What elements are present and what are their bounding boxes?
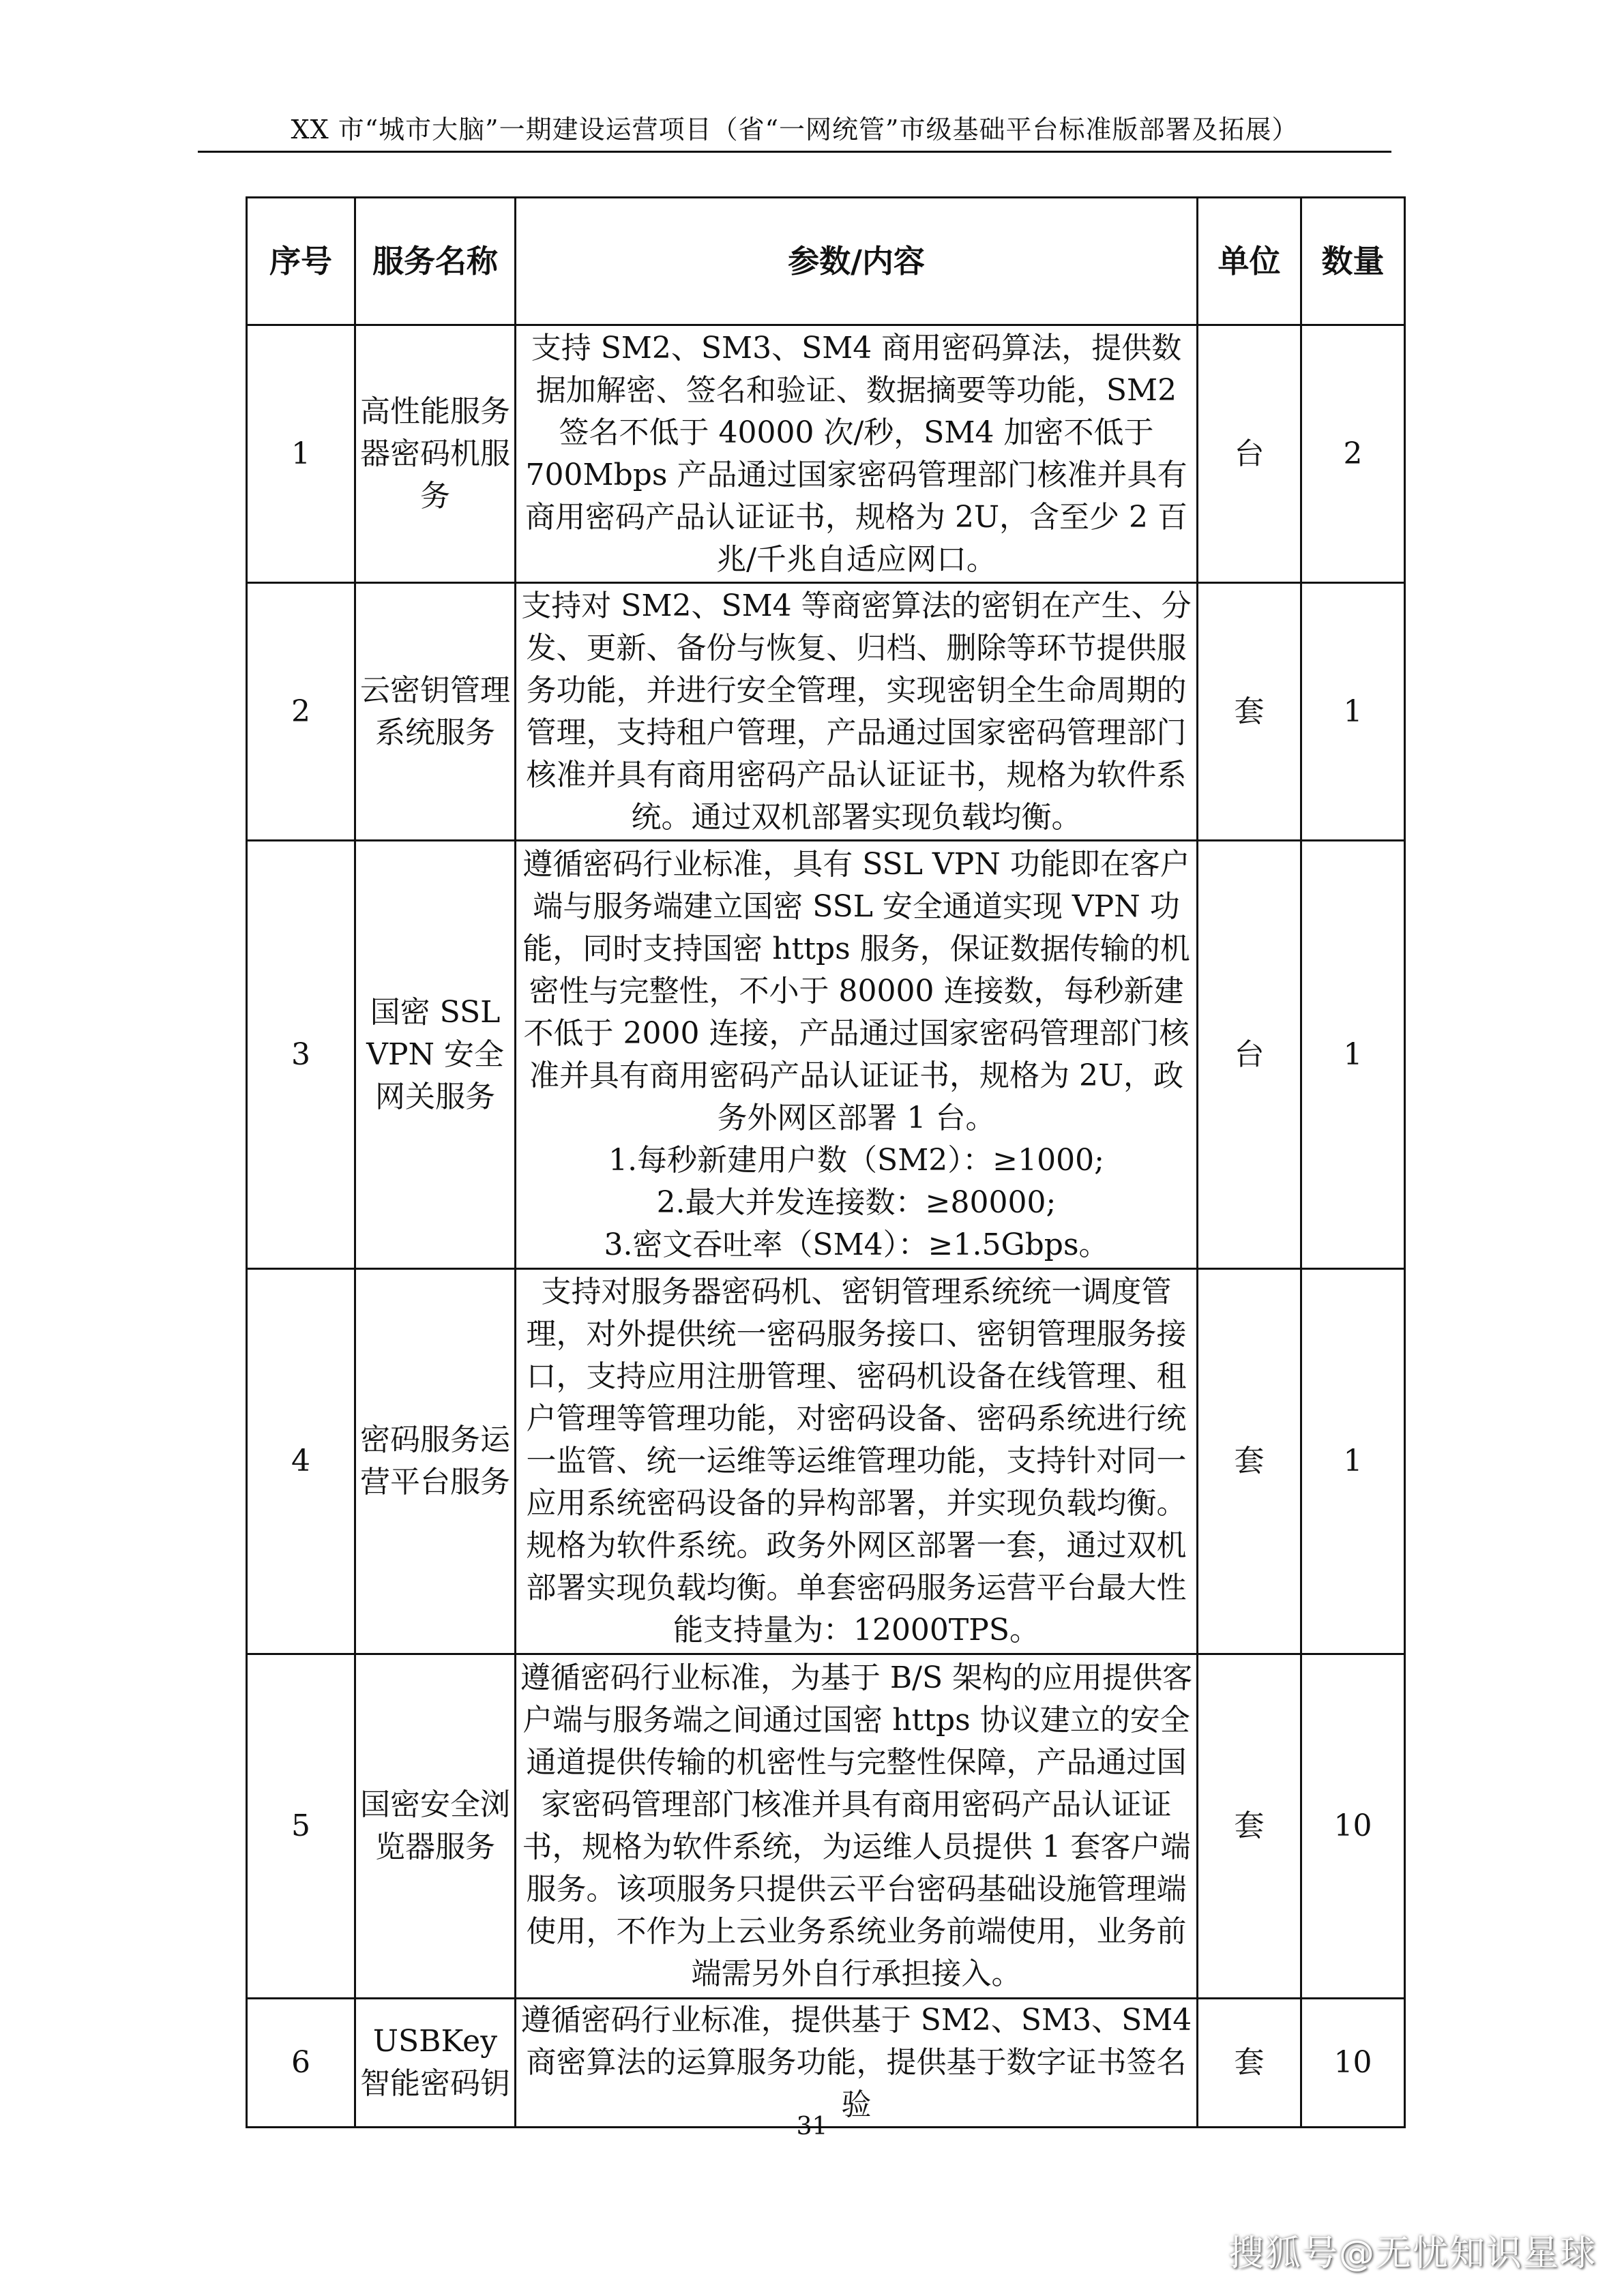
page-header: XX 市“城市大脑”一期建设运营项目（省“一网统管”市级基础平台标准版部署及拓展） (291, 115, 1299, 145)
table-row (247, 1654, 1405, 1999)
row-no: 1 (247, 325, 355, 583)
table-row (247, 841, 1405, 1269)
row-unit: 套 (1198, 1999, 1301, 2128)
row-no: 4 (247, 1269, 355, 1654)
row-content: 支持 SM2、SM3、SM4 商用密码算法，提供数据加解密、签名和验证、数据摘要等功能，SM2 签名不低于 40000 次/秒，SM4 加密不低于 700Mbps 产品通过国家密码管理部门核准并具有商用密码产品认证证书，规格为 2U，含至少 2 百兆/千兆自适应网口。 (516, 325, 1198, 583)
table-header-row (247, 198, 1405, 325)
row-unit: 套 (1198, 1654, 1301, 1999)
row-content-text: 遵循密码行业标准，具有 SSL VPN 功能即在客户端与服务端建立国密 SSL 安全通道实现 VPN 功能，同时支持国密 https 服务，保证数据传输的机密性与完整性，不小于 80000 连接数，每秒新建不低于 2000 连接，产品通过国家密码管理部门核准并具有商用密码产品认证证书，规格为 2U，政务外网区部署 1 台。 (522, 846, 1190, 1135)
row-no: 5 (247, 1654, 355, 1999)
header-rule (198, 151, 1391, 153)
row-service-name: 国密安全浏览器服务 (355, 1654, 516, 1999)
watermark: 搜狐号@无忧知识星球 (1228, 2233, 1597, 2274)
table-row (247, 1999, 1405, 2128)
row-service-name: USBKey 智能密码钥 (355, 1999, 516, 2128)
content-item: 2.最大并发连接数：≥80000; (656, 1184, 1057, 1220)
row-service-name: 国密 SSL VPN 安全网关服务 (355, 841, 516, 1269)
table-row (247, 583, 1405, 841)
table-row (247, 325, 1405, 583)
row-content: 支持对服务器密码机、密钥管理系统统一调度管理，对外提供统一密码服务接口、密钥管理服务接口，支持应用注册管理、密码机设备在线管理、租户管理等管理功能，对密码设备、密码系统进行统一监管、统一运维等运维管理功能，支持针对同一应用系统密码设备的异构部署，并实现负载均衡。规格为软件系统。政务外网区部署一套，通过双机部署实现负载均衡。单套密码服务运营平台最大性能支持量为：12000TPS。 (516, 1269, 1198, 1654)
row-no: 2 (247, 583, 355, 841)
row-qty: 10 (1301, 1999, 1405, 2128)
row-unit: 台 (1198, 841, 1301, 1269)
row-unit: 套 (1198, 583, 1301, 841)
page-number: 31 (796, 2113, 828, 2141)
row-qty: 2 (1301, 325, 1405, 583)
row-unit: 套 (1198, 1269, 1301, 1654)
row-no: 6 (247, 1999, 355, 2128)
spec-table (246, 196, 1406, 2128)
col-header-name: 服务名称 (355, 198, 516, 325)
row-qty: 1 (1301, 1269, 1405, 1654)
row-qty: 10 (1301, 1654, 1405, 1999)
row-service-name: 云密钥管理系统服务 (355, 583, 516, 841)
row-no: 3 (247, 841, 355, 1269)
row-content: 支持对 SM2、SM4 等商密算法的密钥在产生、分发、更新、备份与恢复、归档、删除等环节提供服务功能，并进行安全管理，实现密钥全生命周期的管理，支持租户管理，产品通过国家密码管理部门核准并具有商用密码产品认证证书，规格为软件系统。通过双机部署实现负载均衡。 (516, 583, 1198, 841)
col-header-qty: 数量 (1301, 198, 1405, 325)
row-content: 遵循密码行业标准，提供基于 SM2、SM3、SM4 商密算法的运算服务功能，提供基于数字证书签名验 (516, 1999, 1198, 2128)
row-service-name: 密码服务运营平台服务 (355, 1269, 516, 1654)
table-row (247, 1269, 1405, 1654)
row-content: 遵循密码行业标准，为基于 B/S 架构的应用提供客户端与服务端之间通过国密 https 协议建立的安全通道提供传输的机密性与完整性保障，产品通过国家密码管理部门核准并具有商用密码产品认证证书，规格为软件系统，为运维人员提供 1 套客户端服务。该项服务只提供云平台密码基础设施管理端使用，不作为上云业务系统业务前端使用，业务前端需另外自行承担接入。 (516, 1654, 1198, 1999)
content-item: 1.每秒新建用户数（SM2）：≥1000; (608, 1142, 1104, 1178)
col-header-unit: 单位 (1198, 198, 1301, 325)
row-content (516, 841, 1198, 1269)
row-unit: 台 (1198, 325, 1301, 583)
row-service-name: 高性能服务器密码机服务 (355, 325, 516, 583)
row-qty: 1 (1301, 583, 1405, 841)
row-qty: 1 (1301, 841, 1405, 1269)
col-header-no: 序号 (247, 198, 355, 325)
col-header-content: 参数/内容 (516, 198, 1198, 325)
content-item: 3.密文吞吐率（SM4）：≥1.5Gbps。 (604, 1227, 1109, 1262)
